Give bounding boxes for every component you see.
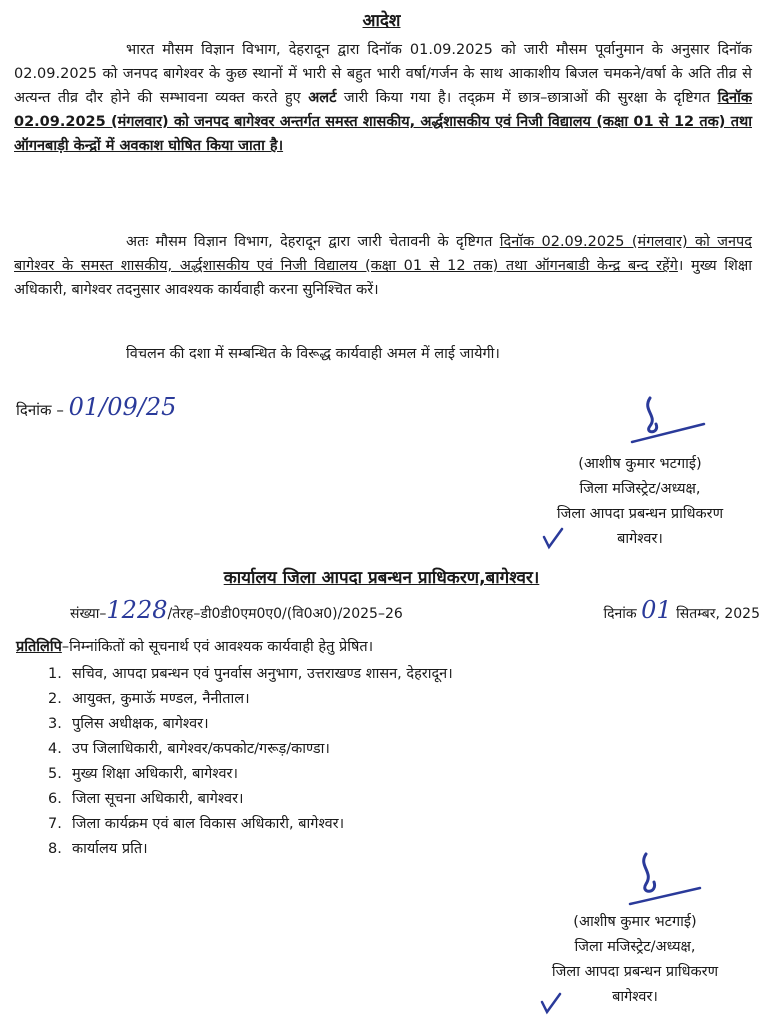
order-paragraph-1 [14,38,752,158]
list-item: 4. उप जिलाधिकारी, बागेश्वर/कपकोट/गरूड़/काण्डा। [48,741,330,757]
signatory-name: (आशीष कुमार भटगाई) [578,456,702,472]
ref-date [603,596,760,624]
ref-prefix: संख्या– [70,606,107,622]
list-item: 3. पुलिस अधीक्षक, बागेश्वर। [48,716,209,732]
copy-label: प्रतिलिपि [16,639,62,655]
para2-text: अतः मौसम विज्ञान विभाग, देहरादून द्वारा जारी चेतावनी के दृष्टिगत [126,234,500,250]
para1-text: भारत मौसम विज्ञान विभाग, देहरादून द्वारा दिनॉक 01.09.2025 को जारी मौसम पूर्वानुमान के अनुसार दिनॉक 02.09.2025 को जनपद बागेश्वर के कुछ स्थानों में भारी से बहुत भारी वर्षा/गर्जन के साथ आकाशीय बिजल चमकने/वर्षा के अति तीव्र से अत्यन्त तीव्र दौर होने की सम्भावना व्यक्त करते हुए [14,42,752,106]
ref-date-prefix: दिनांक [603,606,637,622]
signature-block [520,452,760,552]
signatory-designation: जिला मजिस्ट्रेट/अध्यक्ष, [579,481,701,497]
list-item: 1. सचिव, आपदा प्रबन्धन एवं पुनर्वास अनुभाग, उत्तराखण्ड शासन, देहरादून। [48,666,453,682]
order-paragraph-2 [14,230,752,302]
holiday-declaration: दिनॉक 02.09.2025 (मंगलवार) को जनपद बागेश्वर अन्तर्गत समस्त शासकीय, अर्द्धशासकीय एवं निजी विद्यालय (कक्षा 01 से 12 तक) तथा ऑगनबाड़ी केन्द्रों में अवकाश घोषित किया जाता है। [14,90,752,154]
handwritten-day: 01 [641,596,672,624]
list-item: 7. जिला कार्यक्रम एवं बाल विकास अधिकारी, बागेश्वर। [48,816,345,832]
recipient-list [48,662,453,862]
handwritten-date: 01/09/25 [68,393,177,421]
office-title: कार्यालय जिला आपदा प्रबन्धन प्राधिकरण,बागेश्वर। [223,568,540,588]
list-item: 5. मुख्य शिक्षा अधिकारी, बागेश्वर। [48,766,238,782]
signatory-authority: जिला आपदा प्रबन्धन प्राधिकरण [551,964,719,980]
list-item: 2. आयुक्त, कुमाऊॅ मण्डल, नैनीताल। [48,691,250,707]
order-date [16,393,176,421]
handwritten-ref-number: 1228 [106,596,168,624]
signature-block [512,910,758,1010]
signatory-name: (आशीष कुमार भटगाई) [573,914,697,930]
order-title: आदेश [362,11,401,31]
date-label: दिनांक – [16,401,64,419]
signature-mark [600,848,730,918]
copy-text: –निम्नांकितों को सूचनार्थ एवं आवश्यक कार्यवाही हेतु प्रेषित। [61,639,374,655]
copy-to-heading [16,636,373,656]
signatory-authority: जिला आपदा प्रबन्धन प्राधिकरण [556,506,724,522]
school-closure: दिनॉक 02.09.2025 (मंगलवार) को जनपद बागेश्वर के समस्त शासकीय, अर्द्धशासकीय एवं निजी विद्यालय (कक्षा 01 से 12 तक) तथा ऑगनबाडी केन्द्र बन्द रहेंगे [14,234,752,274]
signatory-place: बागेश्वर। [617,531,663,547]
list-item: 8. कार्यालय प्रति। [48,841,148,857]
signatory-place: बागेश्वर। [612,989,658,1005]
alert-word: अलर्ट [308,90,337,106]
signatory-designation: जिला मजिस्ट्रेट/अध्यक्ष, [574,939,696,955]
ref-suffix: /तेरह–डी0डी0एम0ए0/(वि0अ0)/2025–26 [167,606,403,622]
reference-line [70,596,760,624]
para2-text-2: । मुख्य शिक्षा अधिकारी, बागेश्वर तदनुसार आवश्यक कार्यवाही करना सुनिश्चित करें। [14,258,753,298]
signature-mark [592,390,722,460]
order-paragraph-3: विचलन की दशा में सम्बन्धित के विरूद्ध कार्यवाही अमल में लाई जायेगी। [126,346,500,362]
ref-date-suffix: सितम्बर, 2025 [676,606,760,622]
para1-text-2: जारी किया गया है। तद्क्रम में छात्र–छात्राओं की सुरक्षा के दृष्टिगत [336,90,718,106]
list-item: 6. जिला सूचना अधिकारी, बागेश्वर। [48,791,244,807]
